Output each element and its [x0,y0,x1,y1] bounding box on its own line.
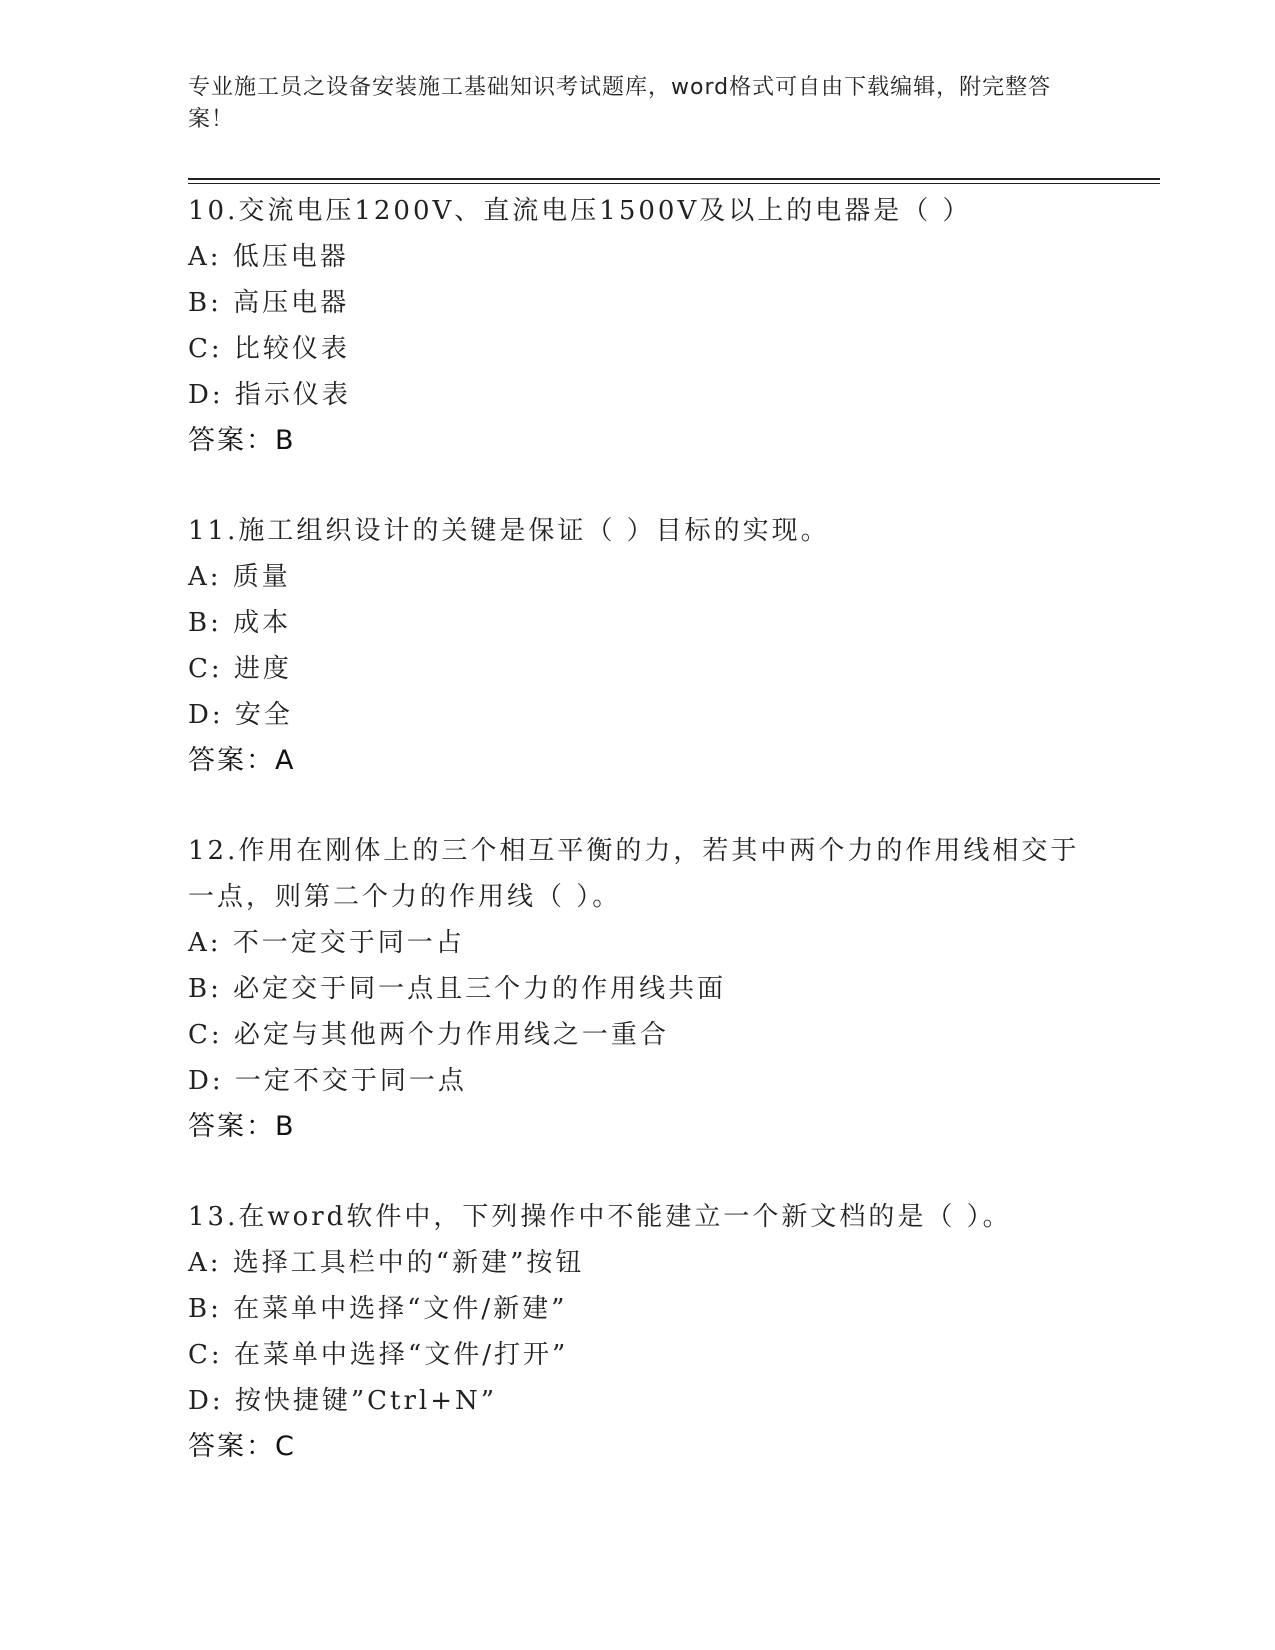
question-13 [188,1194,1088,1470]
question-12 [188,828,1088,1150]
question-stem: 11.施工组织设计的关键是保证（ ）目标的实现。 [188,516,830,546]
option-d: D: 安全 [188,700,293,730]
option-c: C: 在菜单中选择“文件/打开” [188,1340,569,1370]
option-b: B: 高压电器 [188,288,350,318]
option-a: A: 不一定交于同一占 [188,928,465,958]
option-b: B: 在菜单中选择“文件/新建” [188,1294,568,1324]
option-d: D: 按快捷键”Ctrl+N” [188,1386,498,1416]
answer: 答案：C [188,1431,296,1462]
option-d: D: 指示仪表 [188,380,351,410]
header-divider-thin [188,183,1160,184]
question-11 [188,508,1088,784]
option-c: C: 必定与其他两个力作用线之一重合 [188,1020,669,1050]
question-stem: 10.交流电压1200V、直流电压1500V及以上的电器是（ ） [188,196,972,226]
question-stem: 12.作用在刚体上的三个相互平衡的力，若其中两个力的作用线相交于一点，则第二个力的作用线（ ）。 [188,836,1080,912]
option-b: B: 必定交于同一点且三个力的作用线共面 [188,974,727,1004]
answer: 答案：A [188,745,296,776]
option-d: D: 一定不交于同一点 [188,1066,467,1096]
document-header: 专业施工员之设备安装施工基础知识考试题库，word格式可自由下载编辑，附完整答案！ [188,75,1052,132]
question-stem: 13.在word软件中，下列操作中不能建立一个新文档的是（ ）。 [188,1202,1012,1232]
option-a: A: 选择工具栏中的“新建”按钮 [188,1248,585,1278]
option-b: B: 成本 [188,608,292,638]
answer: 答案：B [188,425,296,456]
option-c: C: 比较仪表 [188,334,350,364]
answer: 答案：B [188,1111,296,1142]
option-a: A: 质量 [188,562,291,592]
option-a: A: 低压电器 [188,242,349,272]
header-divider-thick [188,178,1160,180]
option-c: C: 进度 [188,654,292,684]
question-10 [188,188,1088,464]
